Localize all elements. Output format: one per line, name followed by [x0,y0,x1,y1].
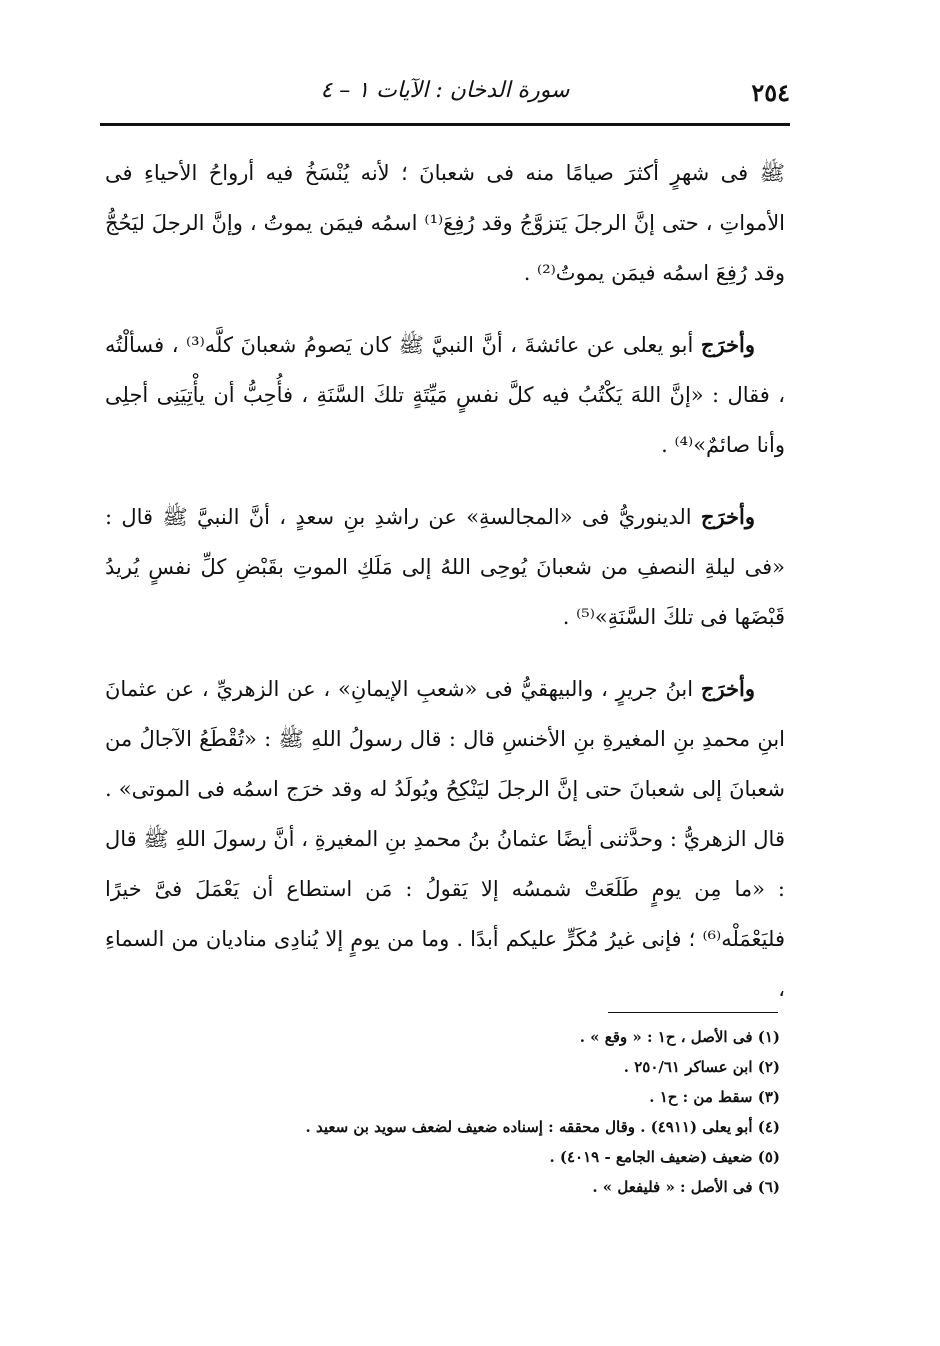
paragraph-text: الدينوريُّ فى «المجالسةِ» عن راشدِ بنِ سعدٍ ، أنَّ النبيَّ ﷺ قال : «فى ليلةِ النصفِ من شعبانَ يُوحِى اللهُ إلى مَلَكِ الموتِ بقَبْضِ كلِّ نفسٍ يُريدُ قَبْضَها فى تلكَ السَّنَةِ»⁽⁵⁾ . [105,505,785,629]
paragraph [105,320,785,470]
paragraph [105,492,785,642]
paragraph-lead: وأخرَج [700,676,755,701]
footnote: (٤) أبو يعلى (٤٩١١) . وقال محققه : إسناده ضعيف لضعف سويد بن سعيد . [305,1118,780,1136]
page-number: ٢٥٤ [751,78,790,107]
footnote: (٢) ابن عساكر ٢٥٠/٦١ . [623,1058,780,1076]
header-rule [100,123,790,126]
body-text [105,148,785,1036]
running-title: سورة الدخان : الآيات ١ – ٤ [320,78,570,103]
paragraph-text: ابنُ جريرٍ ، والبيهقيُّ فى «شعبِ الإيمانِ» ، عن الزهريِّ ، عن عثمانَ ابنِ محمدِ بنِ المغيرةِ بنِ الأخنسِ قال : قال رسولُ اللهِ ﷺ : «تُقْطَعُ الآجالُ من شعبانَ إلى شعبانَ حتى إنَّ الرجلَ ليَنْكِحُ ويُولَدُ له وقد خرَج اسمُه فى الموتى» . قال الزهريُّ : وحدَّثنى أيضًا عثمانُ بنُ محمدِ بنِ المغيرةِ ، أنَّ رسولَ اللهِ ﷺ قال : «ما مِن يومٍ طَلَعَتْ شمسُه إلا يَقولُ : مَن استطاع أن يَعْمَلَ فىَّ خيرًا فليَعْمَلْه⁽⁶⁾ ؛ فإنى غيرُ مُكَرٍّ عليكم أبدًا . وما من يومٍ إلا يُنادِى مناديان من السماءِ ، [105,677,785,1001]
footnote: (٣) سقط من : ح١ . [649,1088,780,1106]
page-header [100,78,790,118]
paragraph-text: أبو يعلى عن عائشةَ ، أنَّ النبيَّ ﷺ كان يَصومُ شعبانَ كلَّه⁽³⁾ ، فسألْتُه ، فقال : «إنَّ اللهَ يَكْتُبُ فيه كلَّ نفسٍ مَيِّتَةٍ تلكَ السَّنَةِ ، فأُحِبُّ أن يأْتِيَنِى أجلِى وأنا صائمٌ»⁽⁴⁾ . [105,333,785,457]
footnotes [180,1022,780,1202]
paragraph [105,148,785,298]
footnote: (١) فى الأصل ، ح١ : « وقع » . [579,1028,780,1046]
footnote: (٦) فى الأصل : « فليفعل » . [592,1178,780,1196]
footnote-separator [608,1012,778,1013]
paragraph [105,664,785,1014]
paragraph-text: ﷺ فى شهرٍ أكثرَ صيامًا منه فى شعبانَ ؛ لأنه يُنْسَخُ فيه أرواحُ الأحياءِ فى الأمواتِ ، حتى إنَّ الرجلَ يَتزوَّجُ وقد رُفِعَ⁽¹⁾ اسمُه فيمَن يموتُ ، وإنَّ الرجلَ ليَحُجُّ وقد رُفِعَ اسمُه فيمَن يموتُ⁽²⁾ . [105,161,786,285]
footnote: (٥) ضعيف (ضعيف الجامع - ٤٠١٩) . [549,1148,780,1166]
paragraph-lead: وأخرَج [700,504,755,529]
paragraph-lead: وأخرَج [700,332,755,357]
